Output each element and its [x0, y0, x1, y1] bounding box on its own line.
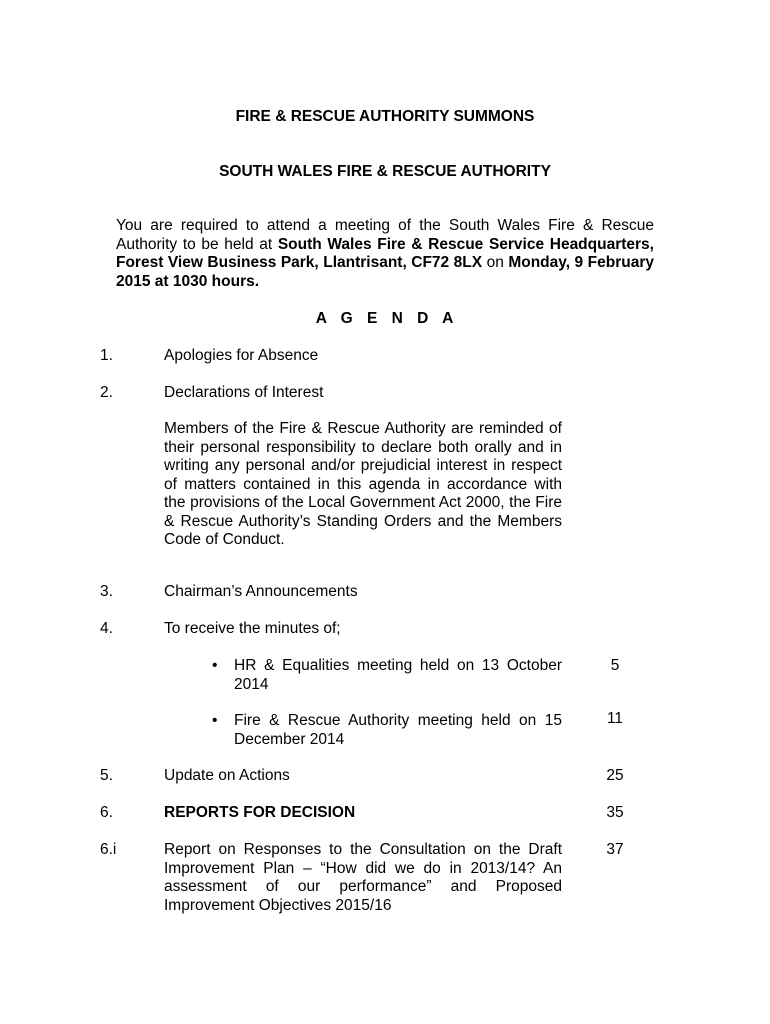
declarations-note: Members of the Fire & Rescue Authority are reminded of their personal responsibility to declare both orally and in writing any personal and/or prejudicial interest in respect of matters contained in this agenda in accordance with the provisions of the Local Government Act 2000, the Fire & Rescue Authority’s Standing Orders and the Members Code of Conduct. — [164, 420, 562, 548]
item-title: Apologies for Absence — [164, 347, 319, 364]
item-title: Declarations of Interest — [164, 384, 324, 401]
item-number: 5. — [100, 767, 113, 784]
item-number: 2. — [100, 384, 113, 401]
item-number: 3. — [100, 583, 113, 600]
item-title: Report on Responses to the Consultation on the Draft Improvement Plan – “How did we do in 2013/14? An assessment of our performance” and Proposed Improvement Objectives 2015/16 — [164, 841, 562, 914]
page-number: 25 — [606, 767, 624, 784]
summons-intro — [116, 217, 654, 291]
intro-text: You are required to attend a meeting of the South Wales Fire & Rescue Authority to be held at — [116, 217, 654, 253]
agenda-heading: A G E N D A — [315, 310, 459, 327]
item-number: 6. — [100, 804, 113, 821]
authority-name: SOUTH WALES FIRE & RESCUE AUTHORITY — [219, 163, 551, 180]
item-number: 1. — [100, 347, 113, 364]
item-number: 4. — [100, 620, 113, 637]
minutes-item: HR & Equalities meeting held on 13 October 2014 — [234, 657, 562, 693]
page-number: 37 — [606, 841, 624, 858]
bullet-icon: • — [212, 712, 218, 729]
meeting-venue: South Wales Fire & Rescue Service Headquarters, Forest View Business Park, Llantrisant, CF72 8LX — [116, 235, 654, 271]
bullet-icon: • — [212, 657, 218, 674]
item-title: To receive the minutes of; — [164, 620, 341, 637]
page-number: 35 — [606, 804, 624, 821]
page-number: 11 — [606, 710, 624, 727]
item-title: Chairman’s Announcements — [164, 583, 358, 600]
meeting-datetime: Monday, 9 February 2015 at 1030 hours. — [116, 254, 654, 290]
item-number: 6.i — [100, 841, 117, 858]
intro-on: on — [482, 254, 509, 271]
page-number: 5 — [610, 657, 620, 674]
minutes-item: Fire & Rescue Authority meeting held on 15 December 2014 — [234, 712, 562, 748]
section-heading: REPORTS FOR DECISION — [164, 804, 356, 821]
document-title: FIRE & RESCUE AUTHORITY SUMMONS — [235, 108, 535, 125]
item-title: Update on Actions — [164, 767, 290, 784]
